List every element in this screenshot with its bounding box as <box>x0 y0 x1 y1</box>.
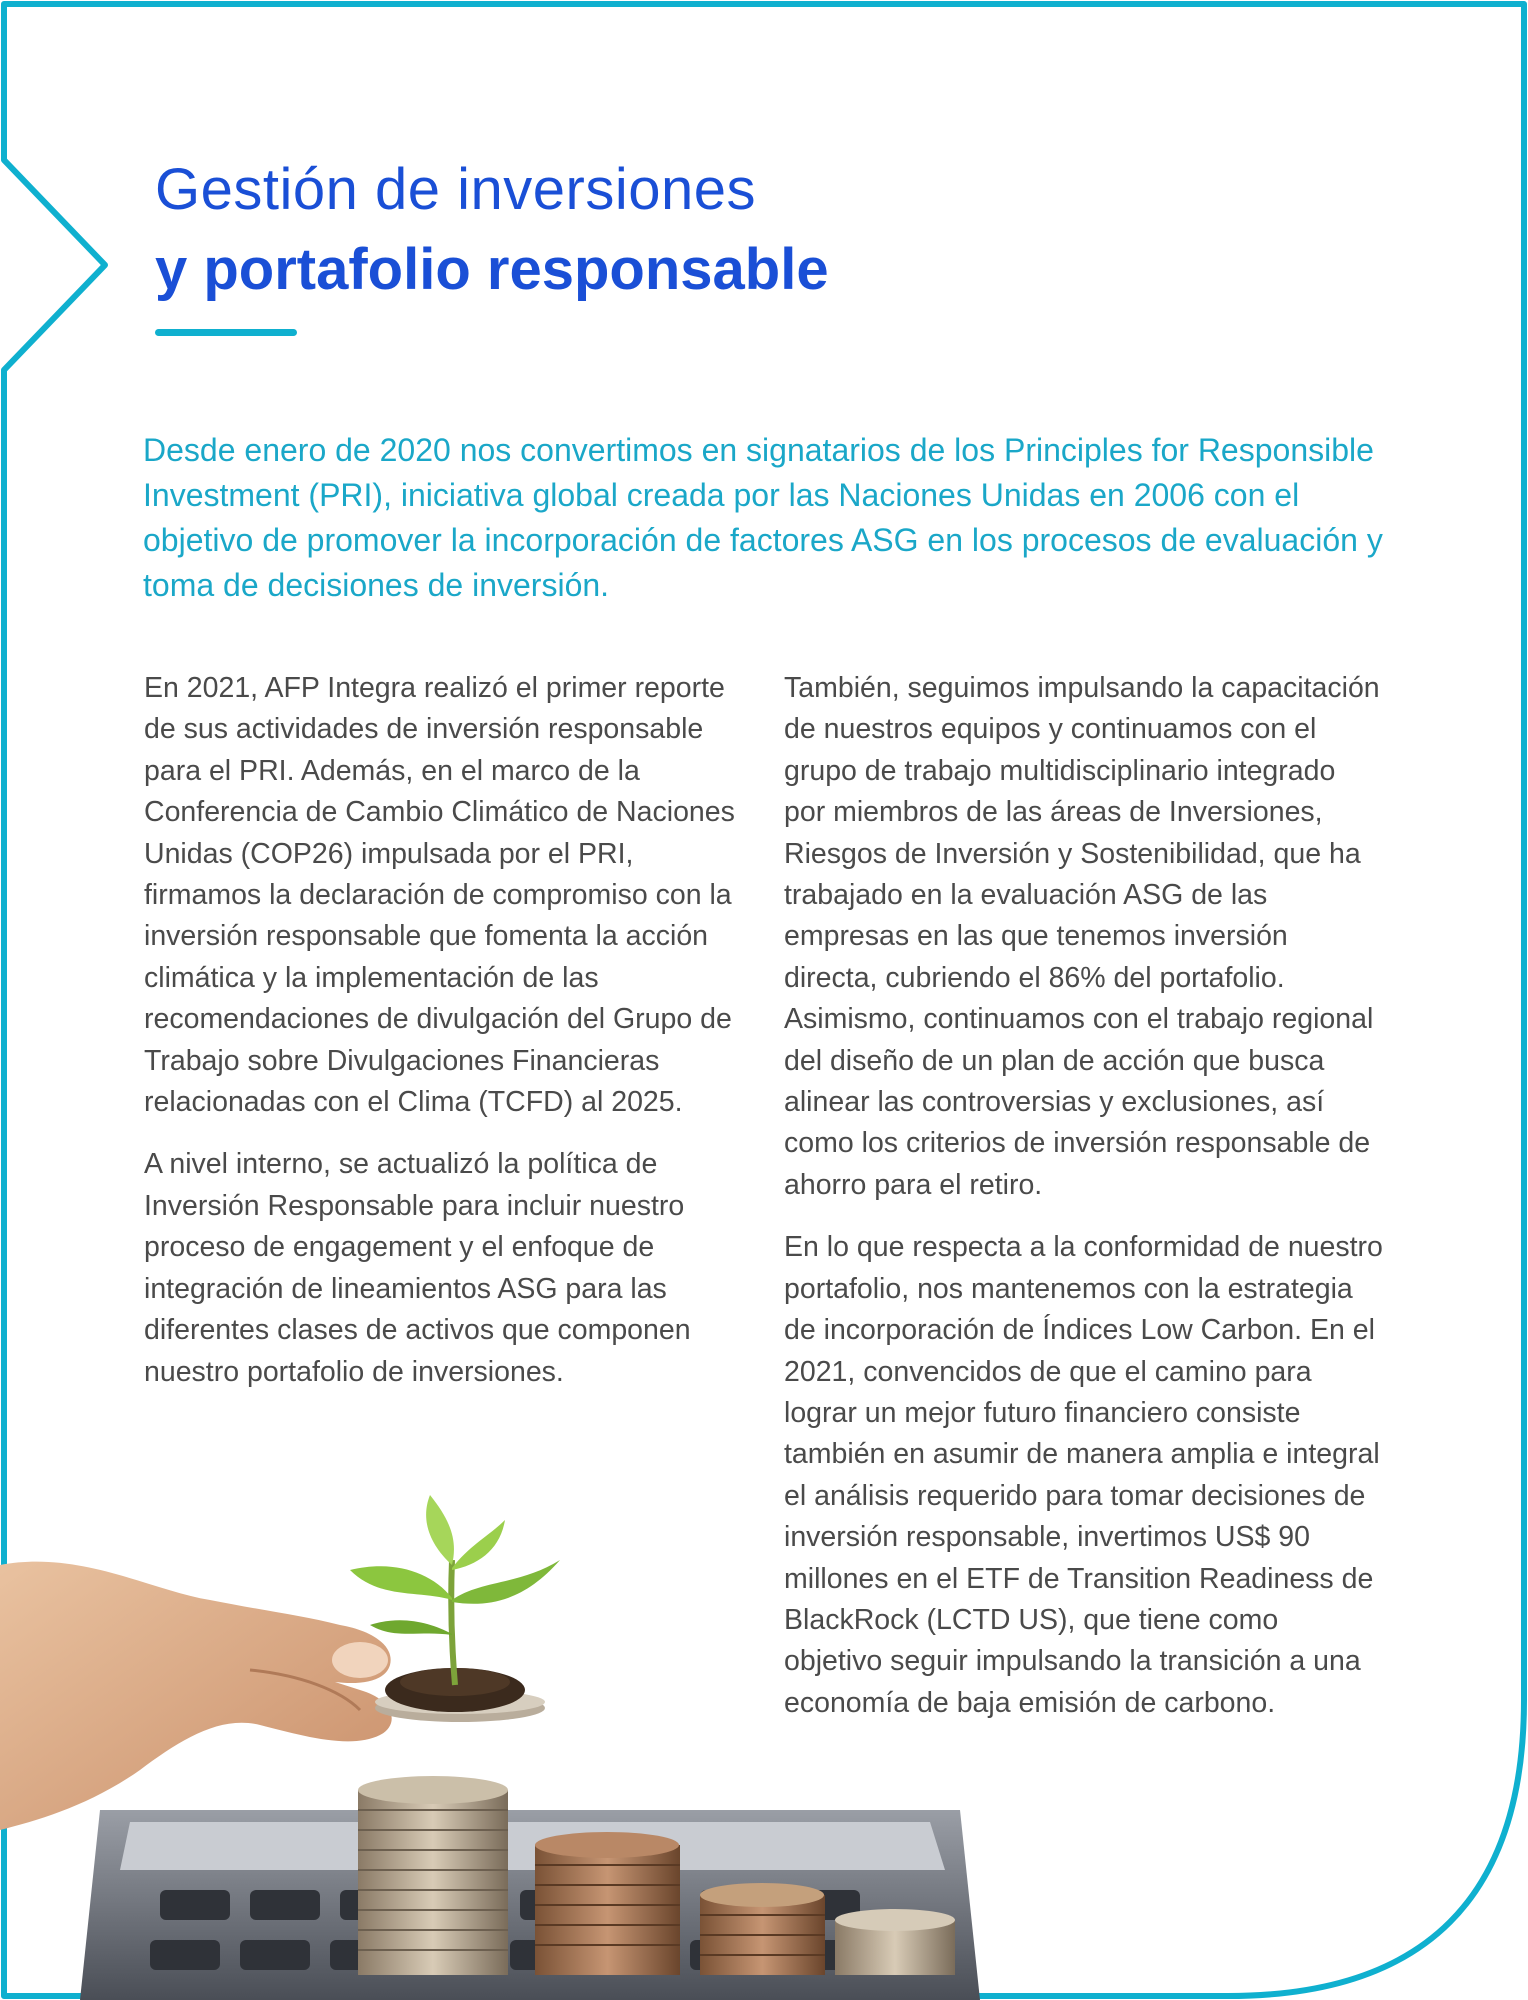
body-column-left <box>144 668 744 1414</box>
page-title-line2: y portafolio responsable <box>155 237 829 302</box>
title-underline <box>155 329 297 336</box>
intro-paragraph: Desde enero de 2020 nos convertimos en signatarios de los Principles for Responsible Investment (PRI), iniciativa global creada por las Naciones Unidas en 2006 con el objetivo de promover la incorporación de factores ASG en los procesos de evaluación y toma de decisiones de inversión. <box>143 432 1383 603</box>
page-title <box>155 150 1355 310</box>
body-paragraph: A nivel interno, se actualizó la política de Inversión Responsable para incluir nuestro proceso de engagement y el enfoque de integración de lineamientos ASG para las diferentes clases de activos que componen nuestro portafolio de inversiones. <box>144 1148 691 1388</box>
body-paragraph: También, seguimos impulsando la capacitación de nuestros equipos y continuamos con el grupo de trabajo multidisciplinario integrado por miembros de las áreas de Inversiones, Riesgos de Inversión y Sostenibilidad, que ha trabajado en la evaluación ASG de las empresas en las que tenemos inversión directa, cubriendo el 86% del portafolio. Asimismo, continuamos con el trabajo regional del diseño de un plan de acción que busca alinear las controversias y exclusiones, así como los criterios de inversión responsable de ahorro para el retiro. <box>784 672 1380 1201</box>
body-paragraph: En 2021, AFP Integra realizó el primer reporte de sus actividades de inversión responsable para el PRI. Además, en el marco de la Conferencia de Cambio Climático de Naciones Unidas (COP26) impulsada por el PRI, firmamos la declaración de compromiso con la inversión responsable que fomenta la acción climática y la implementación de las recomendaciones de divulgación del Grupo de Trabajo sobre Divulgaciones Financieras relacionadas con el Clima (TCFD) al 2025. <box>144 672 735 1119</box>
page-title-line1: Gestión de inversiones <box>155 157 756 222</box>
body-paragraph: En lo que respecta a la conformidad de nuestro portafolio, nos mantenemos con la estrategia de incorporación de Índices Low Carbon. En el 2021, convencidos de que el camino para lograr un mejor futuro financiero consiste también en asumir de manera amplia e integral el análisis requerido para tomar decisiones de inversión responsable, invertimos US$ 90 millones en el ETF de Transition Readiness de BlackRock (LCTD US), que tiene como objetivo seguir impulsando la transición a una economía de baja emisión de carbono. <box>784 1231 1383 1719</box>
hand-seedling-coins-image <box>0 1450 980 2000</box>
